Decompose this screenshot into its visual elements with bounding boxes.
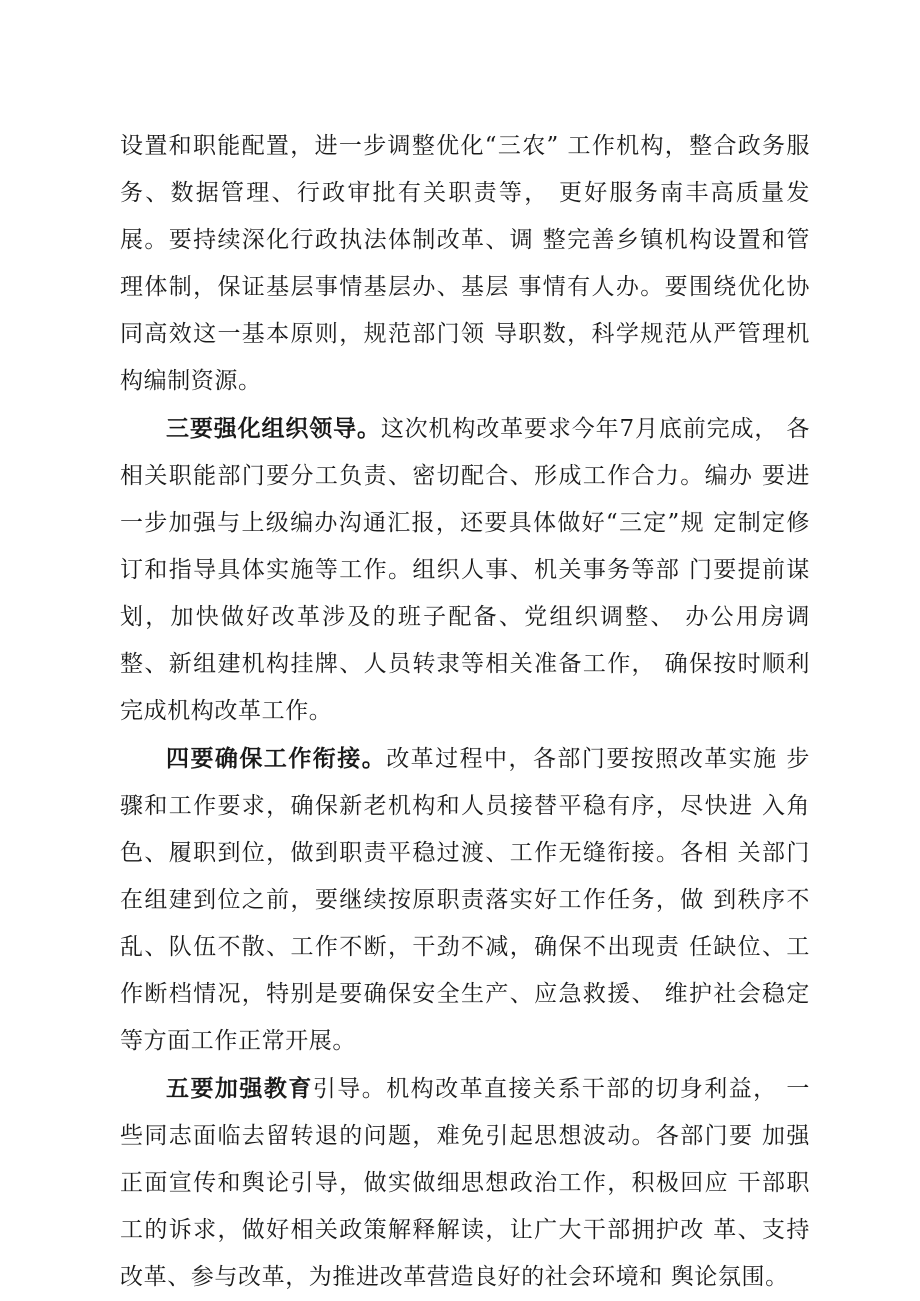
paragraph-strengthen-education [120,1065,810,1301]
paragraph-lead: 四要确保工作衔接。 [166,745,387,772]
paragraph-lead: 五要加强教育 [166,1075,313,1102]
paragraph-text: 设置和职能配置，进一步调整优化“三农” 工作机构，整合政务服务、数据管理、行政审批有关职责等， 更好服务南丰高质量发展。要持续深化行政执法体制改革、调 整完善乡镇机构设置和管理体制，保证基层事情基层办、基层 事情有人办。要围绕优化协同高效这一基本原则，规范部门领 导职数，科学规范从严管理机构编制资源。 [120,133,810,394]
paragraph-text: 改革过程中，各部门要按照改革实施 步骤和工作要求，确保新老机构和人员接替平稳有序，尽快进 入角色、履职到位，做到职责平稳过渡、工作无缝衔接。各相 关部门在组建到位之前，要继续按原职责落实好工作任务，做 到秩序不乱、队伍不散、工作不断，干劲不减，确保不出现责 任缺位、工作断档情况，特别是要确保安全生产、应急救援、 维护社会稳定等方面工作正常开展。 [120,746,810,1054]
paragraph-lead: 三要强化组织领导。 [166,415,381,442]
document-body [120,122,810,1301]
paragraph-text: 这次机构改革要求今年7月底前完成， 各相关职能部门要分工负责、密切配合、形成工作合力。编办 要进一步加强与上级编办沟通汇报，还要具体做好“三定”规 定制定修订和指导具体实施等工作。组织人事、机关事务等部 门要提前谋划，加快做好改革涉及的班子配备、党组织调整、 办公用房调整、新组建机构挂牌、人员转隶等相关准备工作， 确保按时顺利完成机构改革工作。 [120,416,810,724]
paragraph-text: 引导。机构改革直接关系干部的切身利益， 一些同志面临去留转退的问题，难免引起思想波动。各部门要 加强正面宣传和舆论引导，做实做细思想政治工作，积极回应 干部职工的诉求，做好相关政策解释解读，让广大干部拥护改 革、支持改革、参与改革，为推进改革营造良好的社会环境和 舆论氛围。 [120,1076,810,1290]
paragraph-continuation [120,122,810,405]
paragraph-ensure-transition [120,735,810,1065]
paragraph-strengthen-leadership [120,405,810,735]
